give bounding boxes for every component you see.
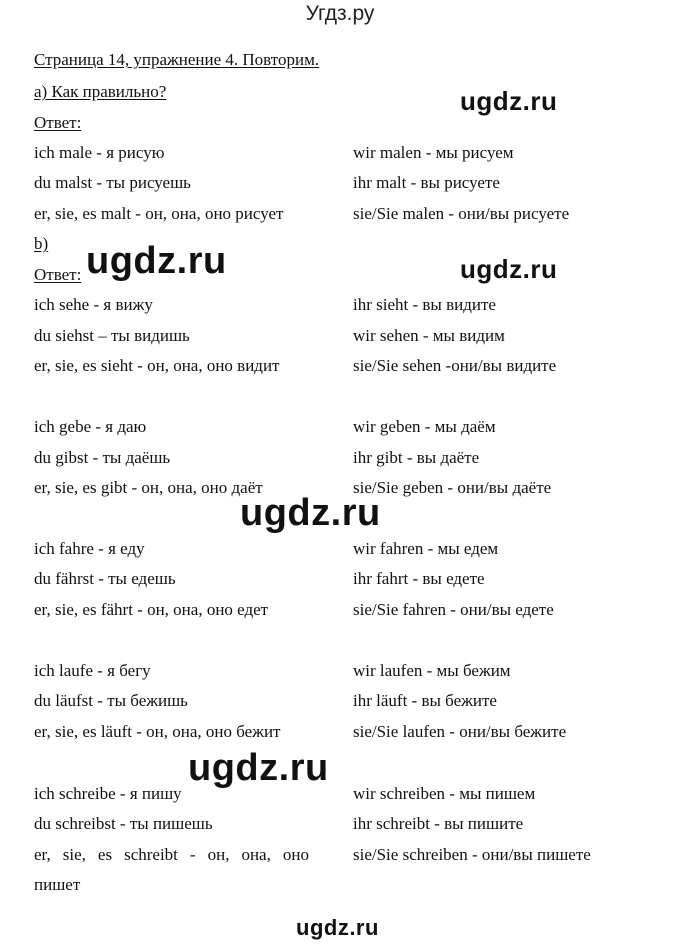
conjugation-right: wir geben - мы даём (353, 417, 496, 436)
conjugation-left: du läufst - ты бежишь (34, 691, 188, 710)
exercise-heading: Страница 14, упражнение 4. Повторим. (34, 50, 320, 69)
conjugation-right: ihr gibt - вы даёте (353, 448, 480, 467)
watermark: ugdz.ru (460, 254, 558, 284)
conjugation-left: du gibst - ты даёшь (34, 448, 171, 467)
word: sie, (62, 845, 86, 864)
watermark: ugdz.ru (86, 240, 227, 282)
conjugation-left: ich fahre - я еду (34, 539, 145, 558)
conjugation-left-wrap: пишет (34, 875, 81, 894)
part-a-label: а) Как правильно? (34, 82, 167, 101)
conjugation-right: wir laufen - мы бежим (353, 661, 511, 680)
conjugation-left: er, sie, es läuft - он, она, оно бежит (34, 722, 281, 741)
conjugation-right: sie/Sie geben - они/вы даёте (353, 478, 552, 497)
conjugation-left: er, sie, es gibt - он, она, оно даёт (34, 478, 263, 497)
conjugation-left: ich gebe - я даю (34, 417, 147, 436)
word: schreibt (124, 845, 178, 864)
conjugation-left-justified (34, 845, 309, 865)
conjugation-left: ich schreibe - я пишу (34, 784, 182, 803)
watermark: ugdz.ru (296, 915, 379, 940)
conjugation-right: sie/Sie fahren - они/вы едете (353, 600, 554, 619)
conjugation-left: er, sie, es malt - он, она, оно рисует (34, 204, 284, 223)
conjugation-right: ihr malt - вы рисуете (353, 173, 500, 192)
watermark: ugdz.ru (188, 747, 329, 789)
conjugation-right: ihr schreibt - вы пишите (353, 814, 524, 833)
conjugation-right: ihr läuft - вы бежите (353, 691, 497, 710)
conjugation-left: du malst - ты рисуешь (34, 173, 191, 192)
conjugation-right: sie/Sie sehen -они/вы видите (353, 356, 557, 375)
conjugation-right: wir schreiben - мы пишем (353, 784, 536, 803)
conjugation-right: sie/Sie schreiben - они/вы пишете (353, 845, 591, 864)
conjugation-right: ihr sieht - вы видите (353, 295, 496, 314)
word: es (97, 845, 113, 864)
conjugation-left: ich sehe - я вижу (34, 295, 153, 314)
conjugation-right: wir fahren - мы едем (353, 539, 499, 558)
conjugation-right: sie/Sie malen - они/вы рисуете (353, 204, 570, 223)
part-b-answer-label: Ответ: (34, 265, 82, 284)
word: оно (282, 845, 309, 864)
conjugation-left: ich male - я рисую (34, 143, 165, 162)
conjugation-left: du fährst - ты едешь (34, 569, 176, 588)
word: она, (241, 845, 271, 864)
word: er, (34, 845, 51, 864)
conjugation-right: wir malen - мы рисуем (353, 143, 514, 162)
conjugation-right: ihr fahrt - вы едете (353, 569, 485, 588)
conjugation-left: du siehst – ты видишь (34, 326, 190, 345)
part-b-label: b) (34, 234, 49, 253)
conjugation-left: ich laufe - я бегу (34, 661, 151, 680)
conjugation-right: wir sehen - мы видим (353, 326, 505, 345)
conjugation-left: er, sie, es fährt - он, она, оно едет (34, 600, 269, 619)
site-title: Угдз.ру (305, 2, 375, 25)
word: он, (207, 845, 230, 864)
word: - (189, 845, 196, 864)
conjugation-left: du schreibst - ты пишешь (34, 814, 213, 833)
watermark: ugdz.ru (460, 86, 558, 116)
watermark: ugdz.ru (240, 492, 381, 534)
part-a-answer-label: Ответ: (34, 113, 82, 132)
conjugation-left: er, sie, es sieht - он, она, оно видит (34, 356, 280, 375)
conjugation-right: sie/Sie laufen - они/вы бежите (353, 722, 567, 741)
